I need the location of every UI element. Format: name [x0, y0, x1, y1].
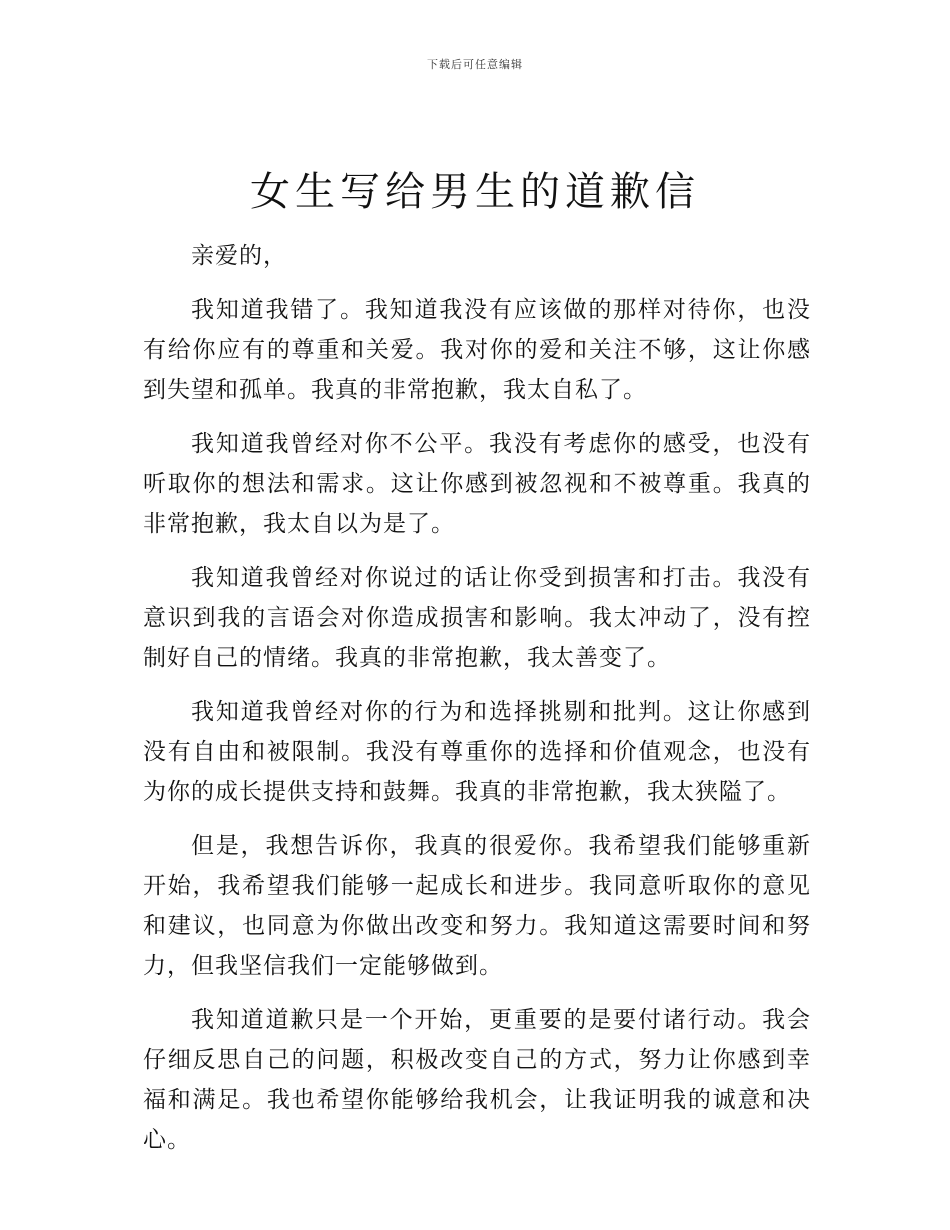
paragraph-4: 我知道我曾经对你的行为和选择挑剔和批判。这让你感到没有自由和被限制。我没有尊重你的选择和价值观念，也没有为你的成长提供支持和鼓舞。我真的非常抱歉，我太狭隘了。 [143, 699, 811, 805]
paragraph-2: 我知道我曾经对你不公平。我没有考虑你的感受，也没有听取你的想法和需求。这让你感到被忽视和不被尊重。我真的非常抱歉，我太自以为是了。 [143, 431, 811, 537]
paragraph-6: 我知道道歉只是一个开始，更重要的是要付诸行动。我会仔细反思自己的问题，积极改变自己的方式，努力让你感到幸福和满足。我也希望你能够给我机会，让我证明我的诚意和决心。 [143, 1007, 811, 1153]
paragraph-3: 我知道我曾经对你说过的话让你受到损害和打击。我没有意识到我的言语会对你造成损害和影响。我太冲动了，没有控制好自己的情绪。我真的非常抱歉，我太善变了。 [143, 565, 811, 671]
document-title: 女生写给男生的道歉信 [250, 169, 700, 215]
salutation: 亲爱的， [191, 243, 287, 269]
paragraph-5: 但是，我想告诉你，我真的很爱你。我希望我们能够重新开始，我希望我们能够一起成长和进步。我同意听取你的意见和建议，也同意为你做出改变和努力。我知道这需要时间和努力，但我坚信我们一定能够做到。 [143, 833, 811, 979]
header-note: 下载后可任意编辑 [427, 58, 523, 71]
paragraph-1: 我知道我错了。我知道我没有应该做的那样对待你，也没有给你应有的尊重和关爱。我对你的爱和关注不够，这让你感到失望和孤单。我真的非常抱歉，我太自私了。 [143, 297, 811, 403]
letter-body [143, 236, 811, 1174]
